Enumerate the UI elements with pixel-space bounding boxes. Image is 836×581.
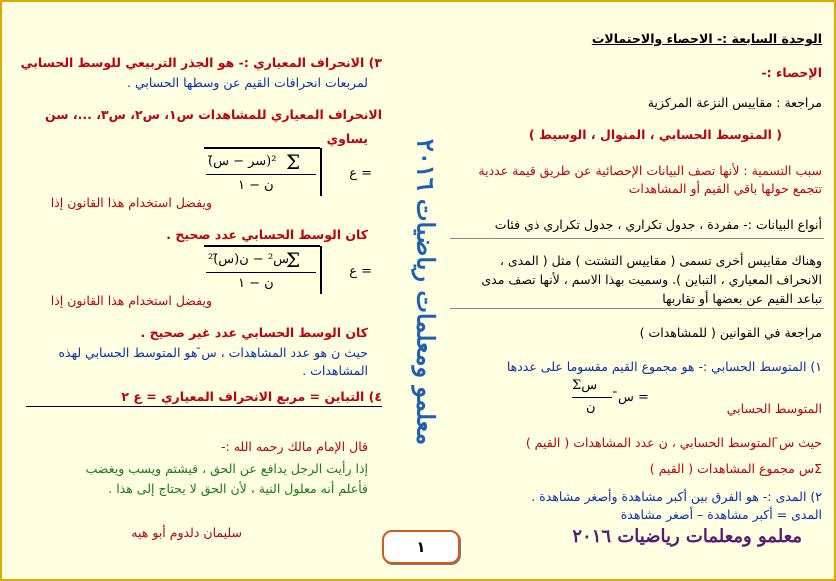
data-types: أنواع البيانات :- مفردة ، جدول تكراري ، جدول تكراري ذي فئات bbox=[494, 217, 822, 232]
sqrt-top-1 bbox=[204, 147, 320, 149]
section-divider-2 bbox=[450, 308, 824, 309]
formula-2-denominator: ن − ١ bbox=[238, 276, 274, 291]
dispersion-1: وهناك مقاييس أخرى تسمى ( مقاييس التشتت ) مثل ( المدى ، bbox=[499, 253, 822, 268]
prefer-1: ويفضل استخدام هذا القانون إذا bbox=[50, 195, 212, 210]
dispersion-2: الانحراف المعياري ، التباين ). وسميت بهذا الاسم ، لأنها تصف مدى bbox=[481, 272, 822, 287]
sqrt-bar-1 bbox=[320, 148, 322, 196]
mean-lhs: س̄ = bbox=[618, 390, 649, 405]
formula-2-numerator: س² − ن(س̄)² bbox=[208, 252, 290, 267]
review-laws: مراجعة في القوانين ( للمشاهدات ) bbox=[639, 325, 822, 340]
fraction-bar-2 bbox=[206, 272, 316, 273]
std-equals: يساوي bbox=[326, 131, 368, 146]
section-divider bbox=[450, 238, 824, 239]
std-observations: الانحراف المعياري للمشاهدات س١، س٢، س٣، ...، سن bbox=[44, 107, 382, 122]
sum-line: Σس مجموع المشاهدات ( القيم ) bbox=[649, 461, 822, 476]
std-definition-2: لمربعات انحرافات القيم عن وسطها الحسابي . bbox=[127, 75, 368, 90]
where-1: حيث ن هو عدد المشاهدات ، س̄ هو المتوسط الحسابي لهذه bbox=[58, 345, 368, 360]
case-1: كان الوسط الحسابي عدد صحيح . bbox=[166, 227, 368, 242]
vertical-brand bbox=[412, 12, 440, 572]
mean-label: المتوسط الحسابي bbox=[726, 401, 822, 416]
std-definition-1: ٣) الانحراف المعياري :- هو الجذر التربيعي للوسط الحسابي bbox=[20, 55, 382, 70]
page-number: ١ bbox=[382, 530, 460, 564]
footer-brand: معلمو ومعلمات رياضيات ٢٠١٦ bbox=[572, 526, 802, 547]
mean-numerator: Σس bbox=[572, 378, 598, 393]
mean-formula bbox=[572, 378, 668, 418]
right-column bbox=[396, 10, 822, 571]
range-definition: ٢) المدى :- هو الفرق بين أكبر مشاهدة وأصغر مشاهدة . bbox=[531, 489, 822, 504]
variance: ٤) التباين = مربع الانحراف المعياري = ع ٢ bbox=[121, 389, 382, 404]
formula-1-numerator: (سر − س̄)² bbox=[208, 154, 277, 169]
range-formula: المدى = أكبر مشاهدة – أصغر مشاهدة bbox=[620, 507, 822, 522]
naming-reason-1: سبب التسمية : لأنها تصف البيانات الإحصائية عن طريق قيمة عددية bbox=[478, 163, 822, 178]
dispersion-3: تباعد القيم عن بعضها أو تقاربها bbox=[662, 291, 822, 306]
central-list: ( المتوسط الحسابي ، المنوال ، الوسيط ) bbox=[528, 127, 782, 142]
vertical-brand-text: معلمو ومعلمات رياضيات ٢٠١٦ bbox=[411, 138, 441, 446]
sqrt-top-2 bbox=[204, 245, 320, 247]
author: سليمان دلدوم أبو هيه bbox=[131, 525, 242, 540]
mean-denominator: ن bbox=[586, 400, 596, 415]
quote-2: فأعلم أنه معلول النية ، لأن الحق لا يحتاج إلى هذا . bbox=[108, 481, 368, 496]
stats-heading: الإحصاء :- bbox=[761, 65, 822, 80]
unit-title: الوحدة السابعة :- الاحصاء والاحتمالات bbox=[591, 31, 822, 46]
quote-title: قال الإمام مالك رحمه الله :- bbox=[221, 439, 368, 454]
std-formula-2 bbox=[192, 242, 372, 298]
sigma-2: Σ bbox=[286, 248, 301, 272]
formula-2-lhs: ع = bbox=[349, 264, 372, 279]
case-2: كان الوسط الحسابي عدد غير صحيح . bbox=[140, 325, 368, 340]
formula-1-lhs: ع = bbox=[349, 166, 372, 181]
sigma-1: Σ bbox=[286, 150, 301, 174]
mean-definition: ١) المتوسط الحسابي :- هو مجموع القيم مقسوما على عددها bbox=[506, 359, 822, 374]
mean-fraction-bar bbox=[572, 397, 612, 398]
fraction-bar-1 bbox=[206, 174, 316, 175]
naming-reason-2: تتجمع حولها باقي القيم أو المشاهدات bbox=[628, 181, 822, 196]
quote-1: إذا رأيت الرجل يدافع عن الحق ، فيشتم ويسب ويغضب bbox=[85, 461, 368, 476]
formula-1-denominator: ن − ١ bbox=[238, 178, 274, 193]
sqrt-bar-2 bbox=[320, 246, 322, 294]
std-formula-1 bbox=[192, 144, 372, 200]
where-2: المشاهدات . bbox=[302, 363, 368, 378]
mean-where: حيث س̄ المتوسط الحسابي ، ن عدد المشاهدات ( القيم ) bbox=[525, 435, 822, 450]
review-central: مراجعة : مقاييس النزعة المركزية bbox=[647, 95, 822, 110]
prefer-2: ويفضل استخدام هذا القانون إذا bbox=[50, 293, 212, 308]
